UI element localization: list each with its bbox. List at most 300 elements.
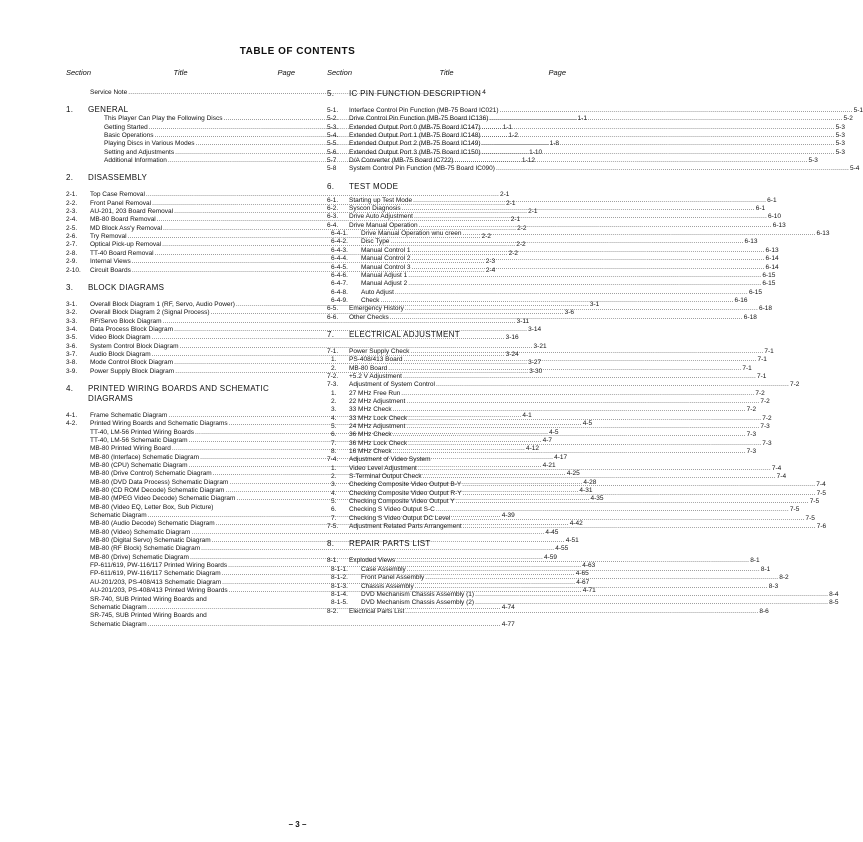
toc-entry-number: 2-3. xyxy=(66,208,78,216)
toc-entry-title: Power Supply Block Diagram xyxy=(90,367,175,375)
toc-entry-page: 3-30 xyxy=(529,367,543,375)
toc-entry-page: 7-2 xyxy=(762,414,772,422)
toc-entry xyxy=(327,288,762,297)
dot-leader xyxy=(412,255,765,263)
toc-entry-page: 8-6 xyxy=(759,607,769,615)
dot-leader xyxy=(390,314,743,322)
toc-entry-number: 1. xyxy=(331,389,337,397)
toc-entry-number: 6-4-6. xyxy=(331,271,348,279)
toc-entry-number: 2-10. xyxy=(66,266,81,274)
toc-entry-page: 7-1 xyxy=(757,356,767,364)
toc-entry-title: TT-40, LM-56 Schematic Diagram xyxy=(90,436,188,444)
toc-entry-page: 7-3 xyxy=(746,448,757,456)
toc-entry-title: Checking Composite Video Output Y xyxy=(349,498,455,506)
toc-entry-page: 3-6 xyxy=(564,309,575,317)
toc-entry-page: 7-5 xyxy=(789,506,800,514)
toc-entry xyxy=(327,196,777,205)
toc-entry-page: 4-42 xyxy=(569,520,583,528)
toc-entry-title: FP-611/619, PW-116/117 Schematic Diagram xyxy=(90,570,221,578)
dot-leader xyxy=(475,599,828,607)
toc-entry-title: AU-201/203, PS-408/413 Printed Wiring Boards xyxy=(90,587,228,595)
toc-entry-title: Mode Control Block Diagram xyxy=(90,359,174,367)
dot-leader xyxy=(403,356,756,364)
spacer xyxy=(66,165,295,173)
toc-entry-number: 7-5. xyxy=(327,523,339,531)
toc-entry-page: 2-1 xyxy=(528,208,538,216)
toc-entry-title: Adjustment of System Control xyxy=(349,381,435,389)
toc-entry-title: Video Block Diagram xyxy=(90,334,151,342)
dot-leader xyxy=(410,348,763,356)
toc-entry-title: System Control Pin Function (MB-75 Board IC090) xyxy=(349,165,495,173)
toc-entry-number: 7. xyxy=(327,329,335,339)
toc-entry-page: 7-5 xyxy=(809,498,820,506)
toc-entry-title: MB-80 (DVD Data Process) Schematic Diagram xyxy=(90,478,229,486)
toc-entry-number: 8-2. xyxy=(327,607,339,615)
toc-entry-page: 6-14 xyxy=(765,255,779,263)
toc-entry xyxy=(327,263,779,272)
dot-leader xyxy=(489,115,842,123)
dot-leader xyxy=(380,297,733,305)
dot-leader xyxy=(393,406,746,414)
toc-entry-page: 6-10 xyxy=(768,213,782,221)
toc-entry-title: REPAIR PARTS LIST xyxy=(349,539,431,549)
spacer xyxy=(66,293,295,301)
toc-entry-title: Checking Composite Video Output R-Y xyxy=(349,489,462,497)
toc-entry-title: AU-201/203, PS-408/413 Schematic Diagram xyxy=(90,578,222,586)
toc-entry-page: 8-1 xyxy=(750,557,760,565)
toc-entry-number: 2. xyxy=(66,173,74,183)
toc-entry-page: 1-12 xyxy=(521,157,535,165)
toc-entry-title: MB-80 (Video EQ, Letter Box, Sub Picture) xyxy=(90,503,214,511)
toc-entry-number: 8-1-5. xyxy=(331,599,348,607)
dot-leader xyxy=(451,515,804,523)
toc-entry-number: 6-5. xyxy=(327,305,339,313)
toc-entry-number: 6-4-3. xyxy=(331,246,348,254)
dot-leader xyxy=(408,280,761,288)
toc-entry-title: Manual Control 2 xyxy=(361,255,411,263)
toc-entry-page: 1-1 xyxy=(502,123,513,131)
toc-entry xyxy=(327,356,767,364)
dot-leader xyxy=(482,149,835,157)
toc-entry-page: 6-15 xyxy=(748,288,762,296)
toc-entry-page: 6-1 xyxy=(767,196,777,204)
toc-entry-page: 5-4 xyxy=(850,165,860,173)
dot-leader xyxy=(412,264,765,272)
toc-entry-page: 7-1 xyxy=(742,364,752,372)
toc-entry-number: 7-3. xyxy=(327,381,339,389)
toc-entry-title: 36 MHz Check xyxy=(349,431,392,439)
toc-entry-title: Data Process Block Diagram xyxy=(90,325,174,333)
toc-entry-title: Getting Started xyxy=(104,123,148,131)
toc-entry-number: 5-5. xyxy=(327,140,339,148)
toc-entry xyxy=(327,514,815,523)
toc-entry-page: 4-17 xyxy=(554,453,568,461)
toc-entry-title: Manual Adjust 2 xyxy=(361,280,408,288)
dot-leader xyxy=(407,566,760,574)
dot-leader xyxy=(436,506,789,514)
toc-entry xyxy=(327,205,766,213)
toc-entry-number: 6-1. xyxy=(327,196,339,204)
toc-entry-title: 16 MHz Check xyxy=(349,448,392,456)
toc-entry-title: MB-80 (RF Block) Schematic Diagram xyxy=(90,545,201,553)
toc-entry-title: IC PIN FUNCTION DESCRIPTION xyxy=(349,89,482,98)
toc-entry xyxy=(327,372,767,381)
header-page: Page xyxy=(548,68,566,77)
toc-entry-number: 6-4-2. xyxy=(331,238,348,246)
toc-entry-number: 5-6. xyxy=(327,148,339,156)
toc-entry-number: 6-4-5. xyxy=(331,263,348,271)
toc-entry-page: 4-63 xyxy=(582,562,596,570)
toc-entry-page: 5-3 xyxy=(835,140,845,148)
toc-entry-title: TT-40, LM-56 Printed Wiring Boards xyxy=(90,428,195,436)
toc-entry-title: DIAGRAMS xyxy=(88,393,134,403)
toc-entry-number: 2-4. xyxy=(66,216,78,224)
toc-entry-page: 7-2 xyxy=(755,389,765,397)
toc-entry-page: 4 xyxy=(482,89,486,96)
toc-entry-number: 4-2. xyxy=(66,420,78,428)
toc-entry-title: Chassis Assembly xyxy=(361,582,414,590)
toc-entry-number: 3-4. xyxy=(66,325,78,333)
toc-entry-title: Extended Output Port 1 (MB-75 Board IC148) xyxy=(349,132,481,140)
toc-entry xyxy=(327,389,765,398)
toc-section-heading xyxy=(66,283,295,293)
toc-entry-title: Drive Control Pin Function (MB-75 Board IC136) xyxy=(349,115,489,123)
toc-entry-page: 3-16 xyxy=(505,334,519,342)
toc-entry-title: Drive Auto Adjustment xyxy=(349,213,413,221)
toc-entry-page: 4-5 xyxy=(549,428,559,436)
toc-entry-title: DISASSEMBLY xyxy=(88,173,148,183)
toc-entry-title: D/A Converter (MB-75 Board IC722) xyxy=(349,157,454,165)
toc-entry-page: 7-3 xyxy=(762,439,772,447)
toc-entry-title: S-Terminal Output Check xyxy=(349,473,422,481)
toc-entry-title: Extended Output Port 3 (MB-75 Board IC150) xyxy=(349,148,481,156)
toc-entry-number: 5. xyxy=(331,423,337,430)
toc-entry-title: MB-80 (CD ROM Decode) Schematic Diagram xyxy=(90,487,225,495)
toc-entry-page: 5-3 xyxy=(835,148,845,156)
toc-entry-page: 2-1 xyxy=(510,216,521,224)
dot-leader xyxy=(395,289,748,297)
toc-entry-page: 1-2 xyxy=(508,132,518,140)
toc-entry-number: 4-1. xyxy=(66,411,78,419)
toc-entry-page: 6-18 xyxy=(743,313,757,321)
toc-entry xyxy=(327,414,772,423)
toc-entry-title: Power Supply Check xyxy=(349,347,410,355)
toc-entry-title: +5.2 V Adjustment xyxy=(349,372,402,380)
toc-entry-title: Video Level Adjustment xyxy=(349,464,417,472)
toc-entry xyxy=(327,221,786,230)
column-header xyxy=(66,68,295,79)
toc-entry-number: 8-1-3. xyxy=(331,582,348,590)
dot-leader xyxy=(419,222,772,230)
toc-entry-title: Playing Discs in Various Modes xyxy=(104,140,195,148)
toc-entry-page: 6-16 xyxy=(734,296,748,304)
toc-entry-page: 7-2 xyxy=(746,406,757,414)
toc-entry xyxy=(327,397,770,406)
toc-entry-number: 5-4. xyxy=(327,132,339,140)
toc-entry-number: 4. xyxy=(66,383,74,393)
toc-entry xyxy=(327,428,757,439)
toc-entry-title: 22 MHz Adjustment xyxy=(349,397,406,405)
toc-entry-title: Circuit Boards xyxy=(90,266,131,274)
toc-entry-number: 3-6. xyxy=(66,342,78,350)
toc-entry xyxy=(66,504,295,512)
toc-entry-title: MB-80 Printed Wiring Board xyxy=(90,445,171,453)
toc-entry-title: Manual Adjust 1 xyxy=(361,271,408,279)
toc-entry-page: 8-5 xyxy=(829,599,839,607)
toc-entry-title: GENERAL xyxy=(88,105,129,115)
toc-entry-page: 2-4 xyxy=(485,266,496,274)
column-header xyxy=(327,68,566,79)
toc-entry-number: 2. xyxy=(331,364,337,372)
toc-entry-title: Emergency History xyxy=(349,305,404,313)
toc-section-heading xyxy=(66,394,295,404)
toc-entry-title: Checking Composite Video Output B-Y xyxy=(349,481,462,489)
toc-entry-page: 6-15 xyxy=(762,280,776,288)
toc-section-heading xyxy=(327,182,566,192)
toc-entry-title: MB-80 Board Removal xyxy=(90,216,156,224)
toc-entry-number: 5-8 xyxy=(327,165,337,173)
toc-entry xyxy=(327,364,752,373)
toc-entry xyxy=(327,230,830,238)
toc-entry-number: 5-7 xyxy=(327,157,337,165)
toc-entry-title: Audio Block Diagram xyxy=(90,350,151,358)
toc-entry-number: 6-4-7. xyxy=(331,280,348,288)
toc-entry-page: 6-14 xyxy=(765,263,779,271)
toc-section-heading xyxy=(66,384,295,394)
dot-leader xyxy=(463,523,816,531)
toc-entry-number: 6-4-1. xyxy=(331,230,348,238)
toc-entry xyxy=(327,123,845,132)
toc-entry xyxy=(327,148,845,157)
toc-entry xyxy=(327,506,800,514)
spacer xyxy=(327,174,566,182)
toc-entry-number: 2. xyxy=(331,473,337,481)
toc-entry-number: 7-1. xyxy=(327,347,339,355)
toc-entry-page: 7-2 xyxy=(760,397,770,405)
toc-entry-title: MB-80 (Audio Decode) Schematic Diagram xyxy=(90,520,215,528)
toc-entry-page: 4-35 xyxy=(590,495,604,503)
toc-entry-title: Overall Block Diagram 1 (RF, Servo, Audio Power) xyxy=(90,300,235,308)
toc-entry-title: Top Case Removal xyxy=(90,191,145,199)
dot-leader xyxy=(463,490,816,498)
toc-entry-number: 7. xyxy=(331,514,337,522)
toc-entry-title: Setting and Adjustments xyxy=(104,148,175,156)
dot-leader xyxy=(405,608,758,616)
toc-entry xyxy=(66,545,569,553)
toc-entry-number: 7. xyxy=(331,439,337,447)
toc-entry-page: 3-11 xyxy=(516,317,530,325)
toc-entry-title: ELECTRICAL ADJUSTMENT xyxy=(349,329,460,339)
toc-entry-page: 4-74 xyxy=(501,603,515,611)
toc-entry-title: Other Checks xyxy=(349,313,389,321)
toc-entry-title: 27 MHz Free Run xyxy=(349,389,401,397)
toc-entry-page: 6-15 xyxy=(762,271,776,279)
toc-entry-title: Case Assembly xyxy=(361,565,406,573)
toc-entry-page: 4-55 xyxy=(555,545,569,553)
spacer xyxy=(327,528,566,539)
toc-entry-number: 6-2. xyxy=(327,205,339,213)
toc-entry-title: System Control Block Diagram xyxy=(90,342,179,350)
toc-entry-page: 4-7 xyxy=(542,436,552,444)
toc-entry-title: 24 MHz Adjustment xyxy=(349,423,406,430)
toc-entry-title: Service Note xyxy=(90,89,128,96)
toc-entry-title: Additional Information xyxy=(104,157,167,165)
toc-entry-number: 2-7. xyxy=(66,241,78,249)
toc-entry-page: 4-39 xyxy=(501,512,515,520)
toc-entry xyxy=(327,165,860,173)
dot-leader xyxy=(406,423,759,431)
toc-entry-page: 7-1 xyxy=(756,372,767,380)
toc-entry-page: 5-3 xyxy=(808,157,818,165)
toc-entry-title: Basic Operations xyxy=(104,132,154,140)
spacer xyxy=(327,322,566,330)
toc-entry-page: 4-67 xyxy=(576,578,590,586)
toc-entry-number: 3. xyxy=(331,406,337,414)
dot-leader xyxy=(415,583,768,591)
dot-leader xyxy=(454,157,807,165)
toc-entry-page: 2-1 xyxy=(506,199,516,207)
toc-entry-page: 7-3 xyxy=(760,423,770,430)
toc-entry-page: 3-21 xyxy=(533,342,547,350)
dot-leader xyxy=(423,473,776,481)
toc-entry-title: MB-80 (Video) Schematic Diagram xyxy=(90,528,191,536)
toc-entry-title: Drive Manual Operation xyxy=(349,221,418,229)
toc-entry-number: 2-2. xyxy=(66,199,78,207)
toc-entry-page: 4-28 xyxy=(583,478,597,486)
toc-entry-number: 6. xyxy=(331,506,337,514)
toc-entry-number: 3-7. xyxy=(66,350,78,358)
toc-entry-page: 4-21 xyxy=(542,462,556,469)
toc-entry-title: Try Removal xyxy=(90,233,127,241)
toc-entry-title: 36 MHz Lock Check xyxy=(349,439,408,447)
toc-entry-number: 5-3. xyxy=(327,123,339,131)
toc-entry-title: This Player Can Play the Following Discs xyxy=(104,115,223,123)
dot-leader xyxy=(393,448,746,456)
toc-entry-number: 5. xyxy=(331,498,337,506)
spacer xyxy=(66,183,295,191)
dot-leader xyxy=(462,478,815,489)
toc-entry-page: 5-2 xyxy=(843,115,853,123)
toc-entry-number: 6-4-4. xyxy=(331,255,348,263)
toc-entry-title: Electrical Parts List xyxy=(349,607,405,615)
dot-leader xyxy=(393,428,746,439)
toc-entry-page: 2-2 xyxy=(508,249,519,257)
toc-section-heading xyxy=(327,89,566,99)
toc-entry-title: Printed Wiring Boards and Schematic Diagrams xyxy=(90,420,228,428)
toc-entry-number: 2-8. xyxy=(66,249,78,257)
toc-entry-page: 4-31 xyxy=(579,487,593,495)
toc-entry xyxy=(327,347,774,356)
toc-entry-page: 5-1 xyxy=(853,107,863,114)
toc-entry xyxy=(327,107,863,115)
toc-entry-title: Adjustment Related Parts Arrangement xyxy=(349,523,462,531)
toc-entry-title: Front Panel Assembly xyxy=(361,574,425,582)
toc-entry-number: 6-4-8. xyxy=(331,288,348,296)
toc-entry-page: 1-1 xyxy=(577,115,587,123)
toc-entry-number: 2-9. xyxy=(66,258,78,266)
toc-entry-page: 8-3 xyxy=(768,582,779,590)
toc-entry-number: 3-3. xyxy=(66,317,78,325)
toc-entry-title: RF/Servo Block Diagram xyxy=(90,317,162,325)
dot-leader xyxy=(462,230,815,238)
toc-entry-title: Manual Control 3 xyxy=(361,263,411,271)
toc-entry-title: MB-80 (Drive) Schematic Diagram xyxy=(90,553,189,561)
toc-entry-page: 7-5 xyxy=(816,489,827,497)
toc-entry-number: 6-6. xyxy=(327,313,339,321)
toc-entry-page: 4-5 xyxy=(582,420,593,428)
toc-entry-page: 4-59 xyxy=(544,553,558,561)
toc-entry-page: 6-18 xyxy=(758,305,772,313)
dot-leader xyxy=(475,591,828,599)
toc-entry-number: 3-8. xyxy=(66,359,78,367)
toc-entry-page: 4-1 xyxy=(522,411,532,419)
dot-leader xyxy=(413,197,766,205)
dot-leader xyxy=(401,390,754,398)
toc-entry-page: 4-45 xyxy=(545,528,559,536)
toc-entry-page: 3-1 xyxy=(589,300,600,308)
toc-entry-page: 7-2 xyxy=(790,381,800,389)
toc-entry-title: MB-80 (Drive Control) Schematic Diagram xyxy=(90,470,212,478)
toc-entry-title: Optical Pick-up Removal xyxy=(90,241,162,249)
toc-entry-title: Check xyxy=(361,296,380,304)
toc-entry-page: 7-1 xyxy=(764,347,774,355)
toc-entry-title: Auto Adjust xyxy=(361,288,394,296)
toc-entry-title: MB-80 Board xyxy=(349,364,388,372)
toc-entry-title: Checking S Video Output S-C xyxy=(349,506,435,514)
spacer xyxy=(327,549,566,557)
toc-entry-page: 5-3 xyxy=(835,132,845,140)
toc-entry-page: 6-13 xyxy=(765,246,779,254)
toc-entry xyxy=(327,406,757,414)
toc-entry-page: 4-71 xyxy=(582,587,596,595)
dot-leader xyxy=(496,165,849,173)
toc-entry-number: 4. xyxy=(331,489,337,497)
toc-entry-page: 1-10 xyxy=(529,148,543,156)
toc-entry-page: 3-14 xyxy=(528,325,542,333)
spacer xyxy=(66,97,295,105)
toc-entry-number: 5. xyxy=(327,89,335,98)
toc-entry-page: 8-2 xyxy=(779,574,789,582)
spacer xyxy=(66,404,295,412)
toc-entry-page: 2-1 xyxy=(499,191,510,199)
dot-leader xyxy=(418,465,771,473)
dot-leader xyxy=(390,238,743,246)
toc-entry-title: Interface Control Pin Function (MB-75 Board IC021) xyxy=(349,107,499,114)
toc-entry xyxy=(327,140,845,148)
header-section: Section xyxy=(66,68,92,77)
toc-entry-title: TEST MODE xyxy=(349,181,399,191)
toc-entry xyxy=(327,246,779,255)
dot-leader xyxy=(408,440,761,448)
toc-entry-number: 6-3. xyxy=(327,213,339,221)
toc-entry-title: SR-740, SUB Printed Wiring Boards and xyxy=(90,595,207,603)
toc-entry-page: 6-13 xyxy=(816,230,830,238)
toc-entry-title: MB-80 (CPU) Schematic Diagram xyxy=(90,462,188,469)
toc-entry-title: Checking S Video Output DC Level xyxy=(349,514,451,522)
dot-leader xyxy=(402,205,755,213)
toc-entry-title: 33 MHz Check xyxy=(349,406,392,414)
toc-entry xyxy=(327,255,779,263)
dot-leader xyxy=(408,415,761,423)
toc-entry-number: 2-6. xyxy=(66,233,78,241)
toc-entry-page: 7-4 xyxy=(816,481,826,489)
toc-entry-title: Internal Views xyxy=(90,258,131,266)
dot-leader xyxy=(405,305,758,313)
toc-entry-title: Schematic Diagram xyxy=(90,620,147,628)
toc-entry-number: 3. xyxy=(331,481,337,489)
toc-entry-page: 3-27 xyxy=(528,359,542,367)
toc-entry-number: 6. xyxy=(327,181,335,191)
